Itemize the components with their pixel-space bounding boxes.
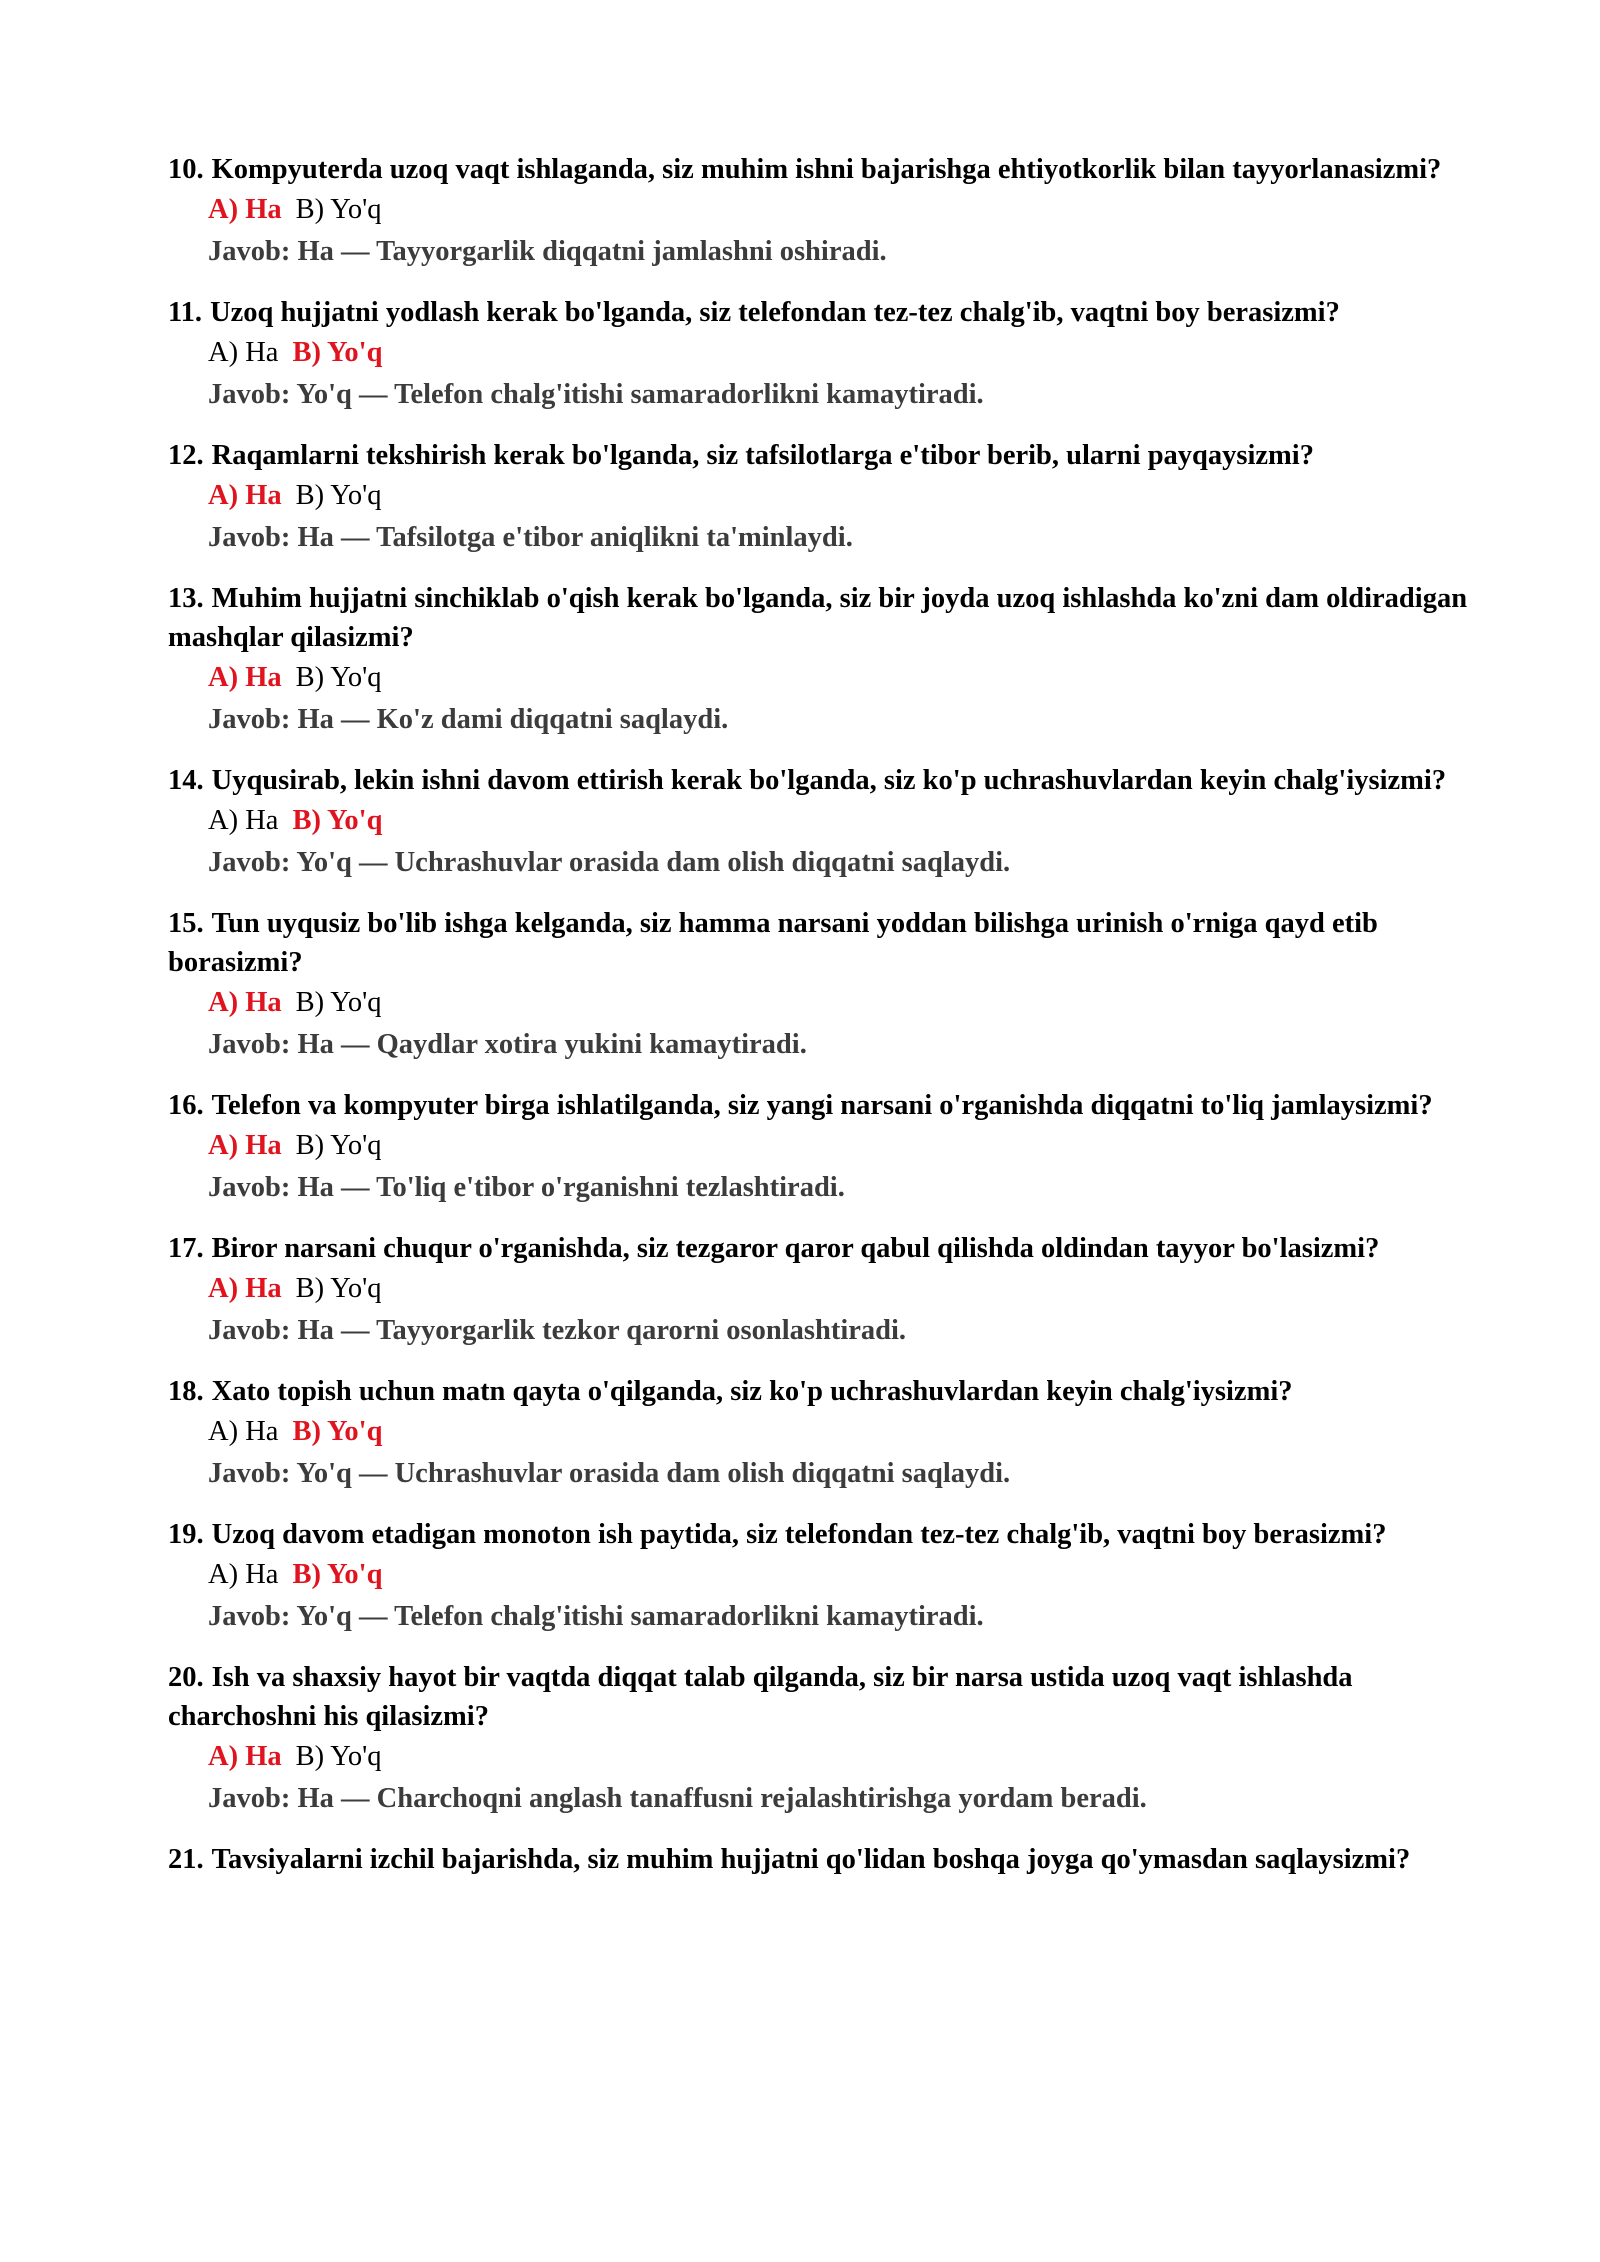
- question-text: [168, 904, 1468, 982]
- question-block: [168, 436, 1468, 559]
- question-text: [168, 1086, 1468, 1125]
- option-b: B) Yo'q: [295, 987, 382, 1018]
- answer-explanation: Javob: Ha — Ko'z dami diqqatni saqlaydi.: [208, 704, 729, 735]
- option-a: A) Ha: [208, 1559, 279, 1590]
- options-row: [208, 1125, 1468, 1167]
- answer-explanation: Javob: Yo'q — Uchrashuvlar orasida dam olish diqqatni saqlaydi.: [208, 1458, 1011, 1489]
- question-block: [168, 579, 1468, 741]
- question-body: Uzoq hujjatni yodlash kerak bo'lganda, siz telefondan tez-tez chalg'ib, vaqtni boy berasizmi?: [210, 297, 1340, 328]
- question-text: [168, 1515, 1468, 1554]
- question-body: Telefon va kompyuter birga ishlatilganda, siz yangi narsani o'rganishda diqqatni to'liq jamlaysizmi?: [211, 1090, 1433, 1121]
- option-a: A) Ha: [208, 1130, 282, 1161]
- question-block: [168, 1658, 1468, 1820]
- question-body: Tavsiyalarni izchil bajarishda, siz muhim hujjatni qo'lidan boshqa joyga qo'ymasdan saqlaysizmi?: [211, 1844, 1411, 1875]
- option-b: B) Yo'q: [295, 194, 382, 225]
- options-row: [208, 982, 1468, 1024]
- question-number: 12.: [168, 440, 204, 471]
- question-number: 10.: [168, 154, 204, 185]
- answer-explanation: Javob: Ha — Tayyorgarlik diqqatni jamlashni oshiradi.: [208, 236, 887, 267]
- options-row: [208, 475, 1468, 517]
- question-block: [168, 1086, 1468, 1209]
- question-block: [168, 761, 1468, 884]
- question-body: Tun uyqusiz bo'lib ishga kelganda, siz hamma narsani yoddan bilishga urinish o'rniga qayd etib borasizmi?: [168, 908, 1378, 978]
- question-block: [168, 1229, 1468, 1352]
- question-body: Muhim hujjatni sinchiklab o'qish kerak bo'lganda, siz bir joyda uzoq ishlashda ko'zni dam oldiradigan mashqlar qilasizmi?: [168, 583, 1468, 653]
- question-block: [168, 1372, 1468, 1495]
- question-number: 13.: [168, 583, 204, 614]
- option-a: A) Ha: [208, 805, 279, 836]
- question-block: [168, 150, 1468, 273]
- options-row: [208, 189, 1468, 231]
- question-body: Biror narsani chuqur o'rganishda, siz tezgaror qaror qabul qilishda oldindan tayyor bo'lasizmi?: [211, 1233, 1380, 1264]
- question-number: 20.: [168, 1662, 204, 1693]
- question-text: [168, 1658, 1468, 1736]
- answer-explanation: Javob: Ha — Qaydlar xotira yukini kamaytiradi.: [208, 1029, 807, 1060]
- answer-explanation: Javob: Ha — To'liq e'tibor o'rganishni tezlashtiradi.: [208, 1172, 845, 1203]
- answer-explanation: Javob: Ha — Charchoqni anglash tanaffusni rejalashtirishga yordam beradi.: [208, 1783, 1147, 1814]
- options-row: [208, 1411, 1468, 1453]
- question-number: 18.: [168, 1376, 204, 1407]
- options-row: [208, 332, 1468, 374]
- question-block: [168, 1840, 1468, 1879]
- question-text: [168, 1840, 1468, 1879]
- question-number: 16.: [168, 1090, 204, 1121]
- question-text: [168, 436, 1468, 475]
- option-a: A) Ha: [208, 194, 282, 225]
- option-b: B) Yo'q: [295, 1741, 382, 1772]
- option-b: B) Yo'q: [292, 805, 383, 836]
- option-a: A) Ha: [208, 1416, 279, 1447]
- option-a: A) Ha: [208, 337, 279, 368]
- question-text: [168, 579, 1468, 657]
- question-block: [168, 293, 1468, 416]
- options-row: [208, 657, 1468, 699]
- question-text: [168, 1229, 1468, 1268]
- option-b: B) Yo'q: [295, 480, 382, 511]
- answer-explanation: Javob: Yo'q — Telefon chalg'itishi samaradorlikni kamaytiradi.: [208, 1601, 984, 1632]
- question-text: [168, 1372, 1468, 1411]
- question-body: Xato topish uchun matn qayta o'qilganda, siz ko'p uchrashuvlardan keyin chalg'iysizmi?: [211, 1376, 1293, 1407]
- option-b: B) Yo'q: [295, 1130, 382, 1161]
- option-a: A) Ha: [208, 480, 282, 511]
- option-a: A) Ha: [208, 987, 282, 1018]
- question-number: 14.: [168, 765, 204, 796]
- question-number: 15.: [168, 908, 204, 939]
- question-number: 21.: [168, 1844, 204, 1875]
- question-number: 19.: [168, 1519, 204, 1550]
- question-body: Ish va shaxsiy hayot bir vaqtda diqqat talab qilganda, siz bir narsa ustida uzoq vaqt ishlashda charchoshni his qilasizmi?: [168, 1662, 1353, 1732]
- option-a: A) Ha: [208, 1741, 282, 1772]
- question-body: Uyqusirab, lekin ishni davom ettirish kerak bo'lganda, siz ko'p uchrashuvlardan keyin chalg'iysizmi?: [211, 765, 1447, 796]
- option-a: A) Ha: [208, 662, 282, 693]
- options-row: [208, 1268, 1468, 1310]
- question-body: Raqamlarni tekshirish kerak bo'lganda, siz tafsilotlarga e'tibor berib, ularni payqaysizmi?: [211, 440, 1314, 471]
- options-row: [208, 1554, 1468, 1596]
- options-row: [208, 1736, 1468, 1778]
- question-text: [168, 761, 1468, 800]
- answer-explanation: Javob: Yo'q — Uchrashuvlar orasida dam olish diqqatni saqlaydi.: [208, 847, 1011, 878]
- question-text: [168, 150, 1468, 189]
- option-b: B) Yo'q: [292, 1416, 383, 1447]
- question-block: [168, 1515, 1468, 1638]
- option-b: B) Yo'q: [295, 1273, 382, 1304]
- question-body: Kompyuterda uzoq vaqt ishlaganda, siz muhim ishni bajarishga ehtiyotkorlik bilan tayyorlanasizmi?: [211, 154, 1442, 185]
- option-b: B) Yo'q: [292, 337, 383, 368]
- answer-explanation: Javob: Ha — Tayyorgarlik tezkor qarorni osonlashtiradi.: [208, 1315, 907, 1346]
- answer-explanation: Javob: Yo'q — Telefon chalg'itishi samaradorlikni kamaytiradi.: [208, 379, 984, 410]
- question-body: Uzoq davom etadigan monoton ish paytida, siz telefondan tez-tez chalg'ib, vaqtni boy berasizmi?: [211, 1519, 1387, 1550]
- option-b: B) Yo'q: [292, 1559, 383, 1590]
- option-b: B) Yo'q: [295, 662, 382, 693]
- options-row: [208, 800, 1468, 842]
- question-text: [168, 293, 1468, 332]
- question-block: [168, 904, 1468, 1066]
- question-number: 11.: [168, 297, 203, 328]
- question-number: 17.: [168, 1233, 204, 1264]
- option-a: A) Ha: [208, 1273, 282, 1304]
- document-page: [168, 150, 1468, 1899]
- answer-explanation: Javob: Ha — Tafsilotga e'tibor aniqlikni ta'minlaydi.: [208, 522, 853, 553]
